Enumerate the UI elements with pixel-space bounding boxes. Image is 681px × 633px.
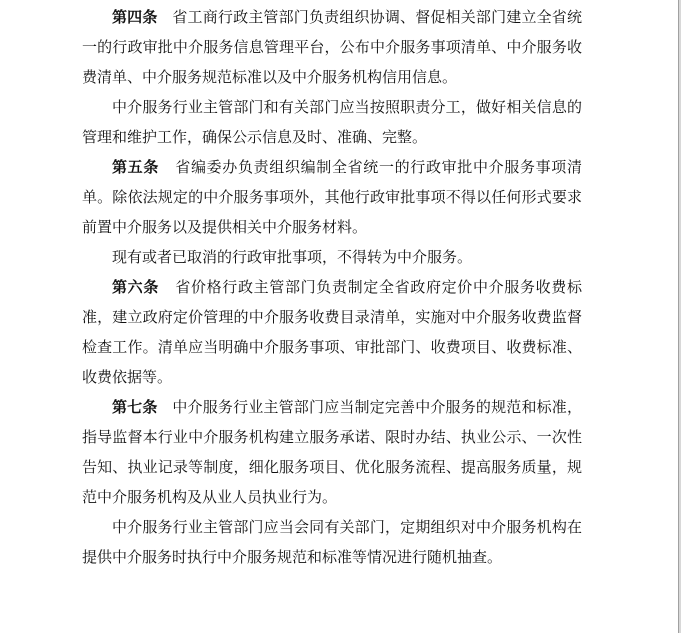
paragraph-text: 省工商行政主管部门负责组织协调、督促相关部门建立全省统一的行政审批中介服务信息管理平台，公布中介服务事项清单、中介服务收费清单、中介服务规范标准以及中介服务机构信用信息。 [82,8,582,86]
paragraph-article-4 [82,2,582,92]
paragraph-article-5 [82,152,582,242]
paragraph-text: 现有或者已取消的行政审批事项，不得转为中介服务。 [112,248,473,266]
paragraph-article-7-clause-2 [82,512,582,572]
paragraph-article-7 [82,392,582,512]
document-body [82,2,582,572]
paragraph-text: 中介服务行业主管部门应当制定完善中介服务的规范和标准，指导监督本行业中介服务机构建立服务承诺、限时办结、执业公示、一次性告知、执业记录等制度，细化服务项目、优化服务流程、提高服务质量，规范中介服务机构及从业人员执业行为。 [82,398,582,506]
paragraph-text: 中介服务行业主管部门和有关部门应当按照职责分工，做好相关信息的管理和维护工作，确保公示信息及时、准确、完整。 [82,98,582,146]
paragraph-article-4-clause-2 [82,92,582,152]
paragraph-text: 中介服务行业主管部门应当会同有关部门，定期组织对中介服务机构在提供中介服务时执行中介服务规范和标准等情况进行随机抽查。 [82,518,582,566]
paragraph-article-6 [82,272,582,392]
paragraph-article-5-clause-2 [82,242,582,272]
paragraph-text: 省价格行政主管部门负责制定全省政府定价中介服务收费标准，建立政府定价管理的中介服务收费目录清单，实施对中介服务收费监督检查工作。清单应当明确中介服务事项、审批部门、收费项目、收费标准、收费依据等。 [82,278,582,386]
article-heading: 第五条 [112,158,159,176]
article-heading: 第四条 [112,8,158,26]
article-heading: 第六条 [112,278,159,296]
article-heading: 第七条 [112,398,158,416]
paragraph-text: 省编委办负责组织编制全省统一的行政审批中介服务事项清单。除依法规定的中介服务事项外，其他行政审批事项不得以任何形式要求前置中介服务以及提供相关中介服务材料。 [82,158,582,236]
